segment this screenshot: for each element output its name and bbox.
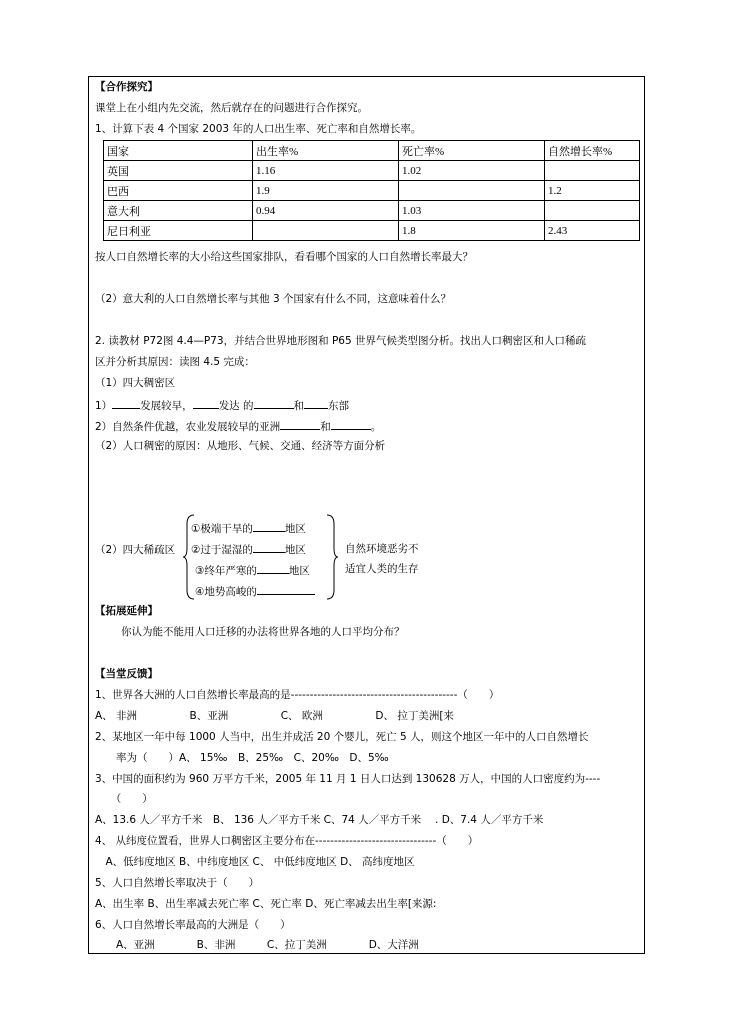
- feedback-line: 5、人口自然增长率取决于（ ）: [95, 877, 260, 889]
- header-cell: 出生率%: [253, 141, 399, 161]
- answer-blank[interactable]: [257, 562, 289, 574]
- feedback-line: A、亚洲 B、非洲 C、拉丁美洲 D、大洋洲: [95, 939, 419, 951]
- table-cell: 2.43: [545, 221, 640, 241]
- section-title-feedback: 【当堂反馈】: [95, 668, 158, 680]
- feedback-line: A、出生率 B、出生率减去死亡率 C、死亡率 D、死亡率减去出生率[来源:: [95, 898, 437, 910]
- table-header-row: [104, 141, 640, 161]
- answer-blank[interactable]: [304, 397, 328, 409]
- answer-blank[interactable]: [253, 541, 285, 553]
- text: 1）: [95, 400, 113, 412]
- text: ②过于湿湿的: [191, 544, 253, 556]
- answer-blank[interactable]: [280, 418, 320, 430]
- question-2-line1: 2. 读教材 P72图 4.4—P73，并结合世界地形图和 P65 世界气候类型图分析。找出人口稠密区和人口稀疏: [95, 335, 586, 347]
- table-cell: [545, 201, 640, 221]
- table-cell: 尼日利亚: [104, 221, 253, 241]
- sparse-result-line2: 适宜人类的生存: [345, 563, 419, 575]
- feedback-line: 1、世界各大洲的人口自然增长率最高的是--------------------------------------------（ ）: [95, 689, 500, 701]
- text: 地区: [284, 523, 306, 535]
- feedback-line: A、 非洲 B、亚洲 C、 欧洲 D、 拉丁美洲[来: [95, 710, 454, 722]
- dense-item-1: [95, 397, 349, 413]
- question-1: 1、计算下表 4 个国家 2003 年的人口出生率、死亡率和自然增长率。: [95, 123, 422, 135]
- text: 地区: [284, 544, 306, 556]
- text: 东部: [328, 400, 350, 412]
- text: 2）自然条件优越，农业发展较早的亚洲: [95, 421, 281, 433]
- right-brace-icon: [325, 514, 339, 600]
- header-cell: 国家: [104, 141, 253, 161]
- section-title-extension: 【拓展延伸】: [95, 605, 158, 617]
- table-cell: [253, 221, 399, 241]
- table-cell: 英国: [104, 161, 253, 181]
- feedback-line: A、13.6 人／平方千米 B、 136 人／平方千米 C、74 人／平方千米 . D、7.4 人／平方千米: [95, 814, 544, 826]
- table-cell: [399, 181, 545, 201]
- dense-item-2: [95, 418, 381, 434]
- text: 。: [370, 421, 382, 433]
- table-row: [104, 221, 640, 241]
- question-2-line2: 区并分析其原因：读图 4.5 完成：: [95, 356, 255, 368]
- intro-text: 课堂上在小组内先交流，然后就存在的问题进行合作探究。: [95, 102, 368, 114]
- sparse-item-3: [195, 562, 310, 578]
- sparse-result-line1: 自然环境恶劣不: [345, 543, 419, 555]
- sparse-item-2: [191, 541, 306, 557]
- header-cell: 自然增长率%: [545, 141, 640, 161]
- text: 发达 的: [218, 400, 254, 412]
- sparse-item-1: [191, 520, 306, 536]
- rates-table: [103, 140, 640, 241]
- feedback-line: 2、某地区一年中每 1000 人当中，出生并成活 20 个婴儿，死亡 5 人，则这个地区一年中的人口自然增长: [95, 731, 589, 743]
- answer-blank[interactable]: [254, 397, 294, 409]
- text: 和: [320, 421, 331, 433]
- sparse-item-4: [195, 583, 315, 599]
- dense-areas-title: （1）四大稠密区: [95, 377, 176, 389]
- table-cell: 意大利: [104, 201, 253, 221]
- text: 发展较早，: [140, 400, 193, 412]
- feedback-line: 率为（ ）A、 15‰ B、25‰ C、20‰ D、5‰: [95, 752, 389, 764]
- table-cell: 1.16: [253, 161, 399, 181]
- table-cell: 巴西: [104, 181, 253, 201]
- table-cell: 1.8: [399, 221, 545, 241]
- table-row: [104, 201, 640, 221]
- extension-question: 你认为能不能用人口迁移的办法将世界各地的人口平均分布？: [121, 626, 405, 638]
- table-cell: 1.03: [399, 201, 545, 221]
- feedback-line: 6、人口自然增长率最高的大洲是（ ）: [95, 919, 291, 931]
- question-1-sub2: （2）意大利的人口自然增长率与其他 3 个国家有什么不同，这意味着什么？: [95, 293, 452, 305]
- table-cell: [545, 161, 640, 181]
- answer-blank[interactable]: [253, 520, 285, 532]
- answer-blank[interactable]: [257, 583, 315, 595]
- text: ③终年严寒的: [195, 565, 257, 577]
- table-row: [104, 161, 640, 181]
- answer-blank[interactable]: [112, 397, 140, 409]
- feedback-line: （ ）: [95, 793, 153, 805]
- table-cell: 1.2: [545, 181, 640, 201]
- answer-blank[interactable]: [331, 418, 371, 430]
- header-cell: 死亡率%: [399, 141, 545, 161]
- text: 地区: [288, 565, 310, 577]
- feedback-line: A、低纬度地区 B、中纬度地区 C、 中低纬度地区 D、 高纬度地区: [95, 856, 415, 868]
- dense-reason: （2）人口稠密的原因：从地形、气候、交通、经济等方面分析: [95, 440, 386, 452]
- text: ①极端干旱的: [191, 523, 253, 535]
- table-row: [104, 181, 640, 201]
- table-cell: 0.94: [253, 201, 399, 221]
- feedback-line: 3、中国的面积约为 960 万平方千米，2005 年 11 月 1 日人口达到 130628 万人，中国的人口密度约为----: [95, 773, 601, 785]
- sparse-areas-label: （2）四大稀疏区: [95, 544, 176, 556]
- table-cell: 1.9: [253, 181, 399, 201]
- text: 和: [293, 400, 305, 412]
- feedback-line: 4、 从纬度位置看，世界人口稠密区主要分布在--------------------------------（ ）: [95, 835, 479, 847]
- text: ④地势高峻的: [195, 586, 257, 598]
- section-title-cooperation: 【合作探究】: [95, 81, 158, 93]
- question-1-ranking: 按人口自然增长率的大小给这些国家排队，看看哪个国家的人口自然增长率最大？: [95, 251, 473, 263]
- table-cell: 1.02: [399, 161, 545, 181]
- answer-blank[interactable]: [193, 397, 219, 409]
